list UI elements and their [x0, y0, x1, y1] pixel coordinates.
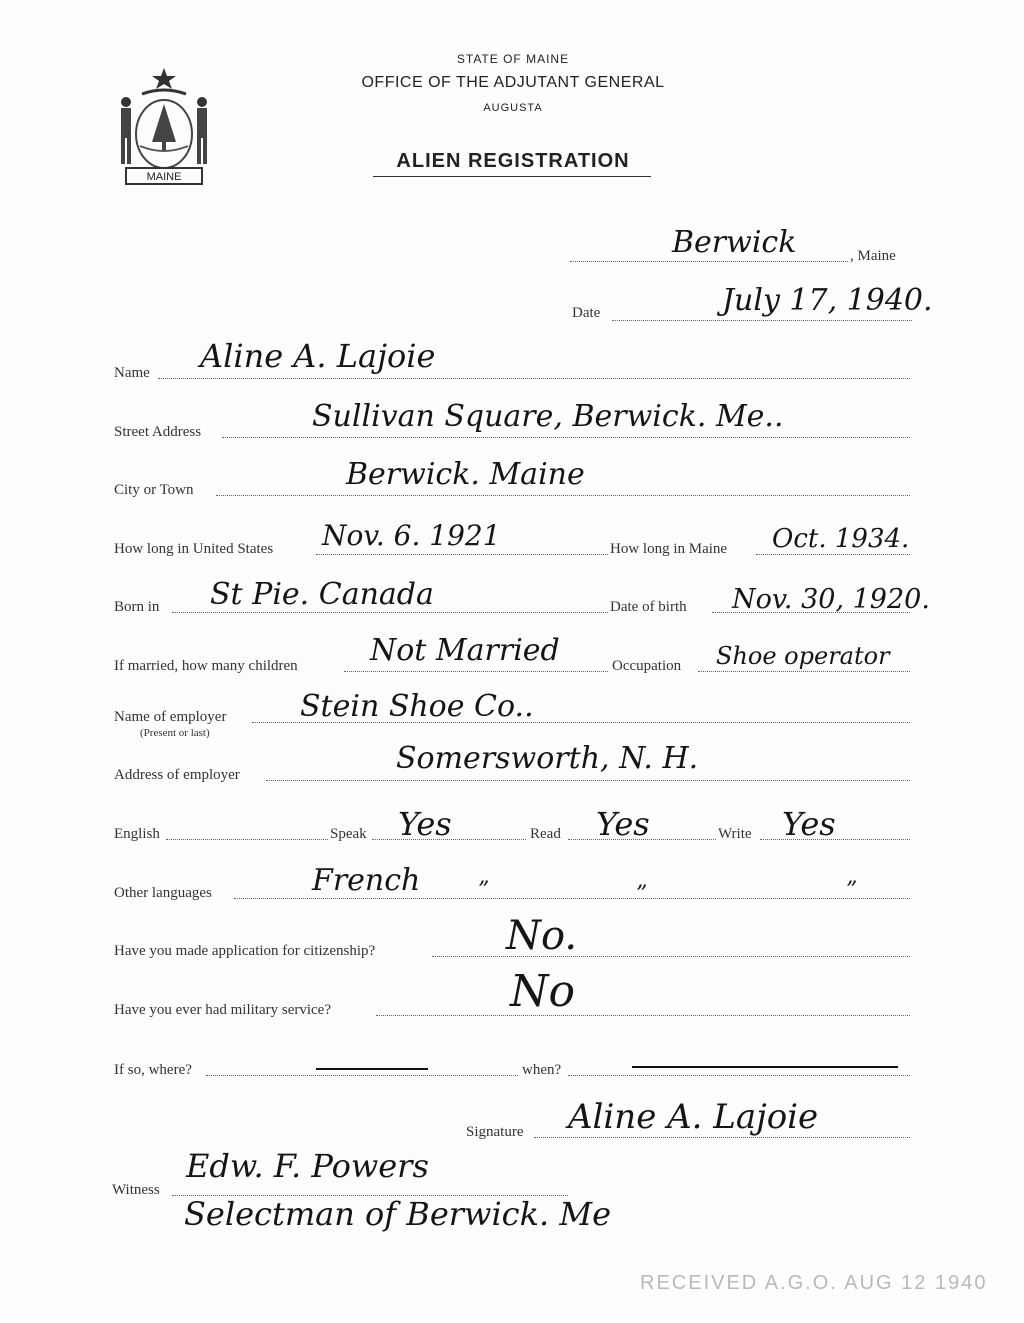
street-address-label: Street Address	[114, 424, 202, 440]
ditto-mark-1: ”	[478, 878, 490, 903]
date-value: July 17, 1940.	[722, 283, 933, 318]
where-line	[206, 1075, 518, 1076]
employer-address-value: Somersworth, N. H.	[396, 741, 699, 776]
children-line	[344, 671, 608, 672]
citizenship-value: No.	[506, 913, 578, 959]
english-label: English	[114, 826, 160, 842]
signature-line	[534, 1137, 910, 1138]
form-title: ALIEN REGISTRATION	[396, 150, 630, 172]
where-dash	[316, 1068, 428, 1070]
employer-value: Stein Shoe Co..	[300, 689, 534, 724]
read-label: Read	[530, 826, 561, 842]
header-office: OFFICE OF THE ADJUTANT GENERAL	[361, 74, 665, 91]
born-in-line	[172, 612, 608, 613]
how-long-us-label: How long in United States	[114, 541, 274, 557]
military-value: No	[510, 966, 575, 1017]
military-line	[376, 1015, 910, 1016]
signature-value: Aline A. Lajoie	[568, 1097, 819, 1137]
english-line	[166, 839, 328, 840]
date-label: Date	[572, 305, 601, 321]
employer-address-label: Address of employer	[114, 767, 240, 783]
witness-title: Selectman of Berwick. Me	[184, 1195, 612, 1233]
read-value: Yes	[596, 805, 650, 843]
title-underline	[373, 176, 651, 177]
how-long-us-line	[316, 554, 608, 555]
seal-banner-text: MAINE	[146, 171, 182, 183]
date-line	[612, 320, 912, 321]
received-stamp: RECEIVED A.G.O. AUG 12 1940	[640, 1272, 988, 1294]
street-address-line	[222, 437, 910, 438]
ditto-mark-3: ”	[846, 878, 858, 903]
citizenship-label: Have you made application for citizenship?	[114, 943, 376, 959]
when-dash	[632, 1066, 898, 1068]
date-of-birth-label: Date of birth	[610, 599, 687, 615]
speak-value: Yes	[398, 805, 452, 843]
how-long-maine-value: Oct. 1934.	[772, 524, 910, 554]
header-state: STATE OF MAINE	[456, 52, 570, 66]
city-line	[216, 495, 910, 496]
citizenship-line	[432, 956, 910, 957]
born-in-label: Born in	[114, 599, 160, 615]
other-languages-line	[234, 898, 910, 899]
speak-label: Speak	[330, 826, 367, 842]
maine-state-seal-icon	[112, 64, 216, 190]
town-value: Berwick	[672, 225, 797, 260]
when-label: when?	[522, 1062, 562, 1078]
occupation-label: Occupation	[612, 658, 682, 674]
header-city: AUGUSTA	[483, 102, 543, 114]
employer-sublabel: (Present or last)	[140, 727, 210, 739]
military-label: Have you ever had military service?	[114, 1002, 331, 1018]
witness-value: Edw. F. Powers	[186, 1147, 429, 1185]
children-label: If married, how many children	[114, 658, 298, 674]
ditto-mark-2: ”	[636, 882, 648, 907]
occupation-value: Shoe operator	[716, 642, 890, 670]
town-line	[570, 261, 848, 262]
name-line	[158, 378, 910, 379]
write-value: Yes	[782, 805, 836, 843]
when-line	[568, 1075, 910, 1076]
street-address-value: Sullivan Square, Berwick. Me..	[312, 399, 784, 434]
how-long-maine-label: How long in Maine	[610, 541, 728, 557]
occupation-line	[698, 671, 910, 672]
city-value: Berwick. Maine	[346, 457, 585, 492]
how-long-maine-line	[756, 554, 910, 555]
city-label: City or Town	[114, 482, 194, 498]
date-of-birth-value: Nov. 30, 1920.	[732, 584, 930, 615]
children-value: Not Married	[370, 633, 560, 668]
other-languages-label: Other languages	[114, 885, 212, 901]
witness-label: Witness	[112, 1182, 160, 1198]
write-label: Write	[718, 826, 752, 842]
name-label: Name	[114, 365, 150, 381]
how-long-us-value: Nov. 6. 1921	[322, 519, 501, 552]
name-value: Aline A. Lajoie	[200, 337, 436, 375]
born-in-value: St Pie. Canada	[210, 577, 434, 612]
employer-address-line	[266, 780, 910, 781]
signature-label: Signature	[466, 1124, 524, 1140]
employer-label: Name of employer	[114, 709, 227, 725]
where-label: If so, where?	[114, 1062, 192, 1078]
other-languages-value: French	[312, 863, 421, 898]
town-label: , Maine	[850, 248, 896, 264]
